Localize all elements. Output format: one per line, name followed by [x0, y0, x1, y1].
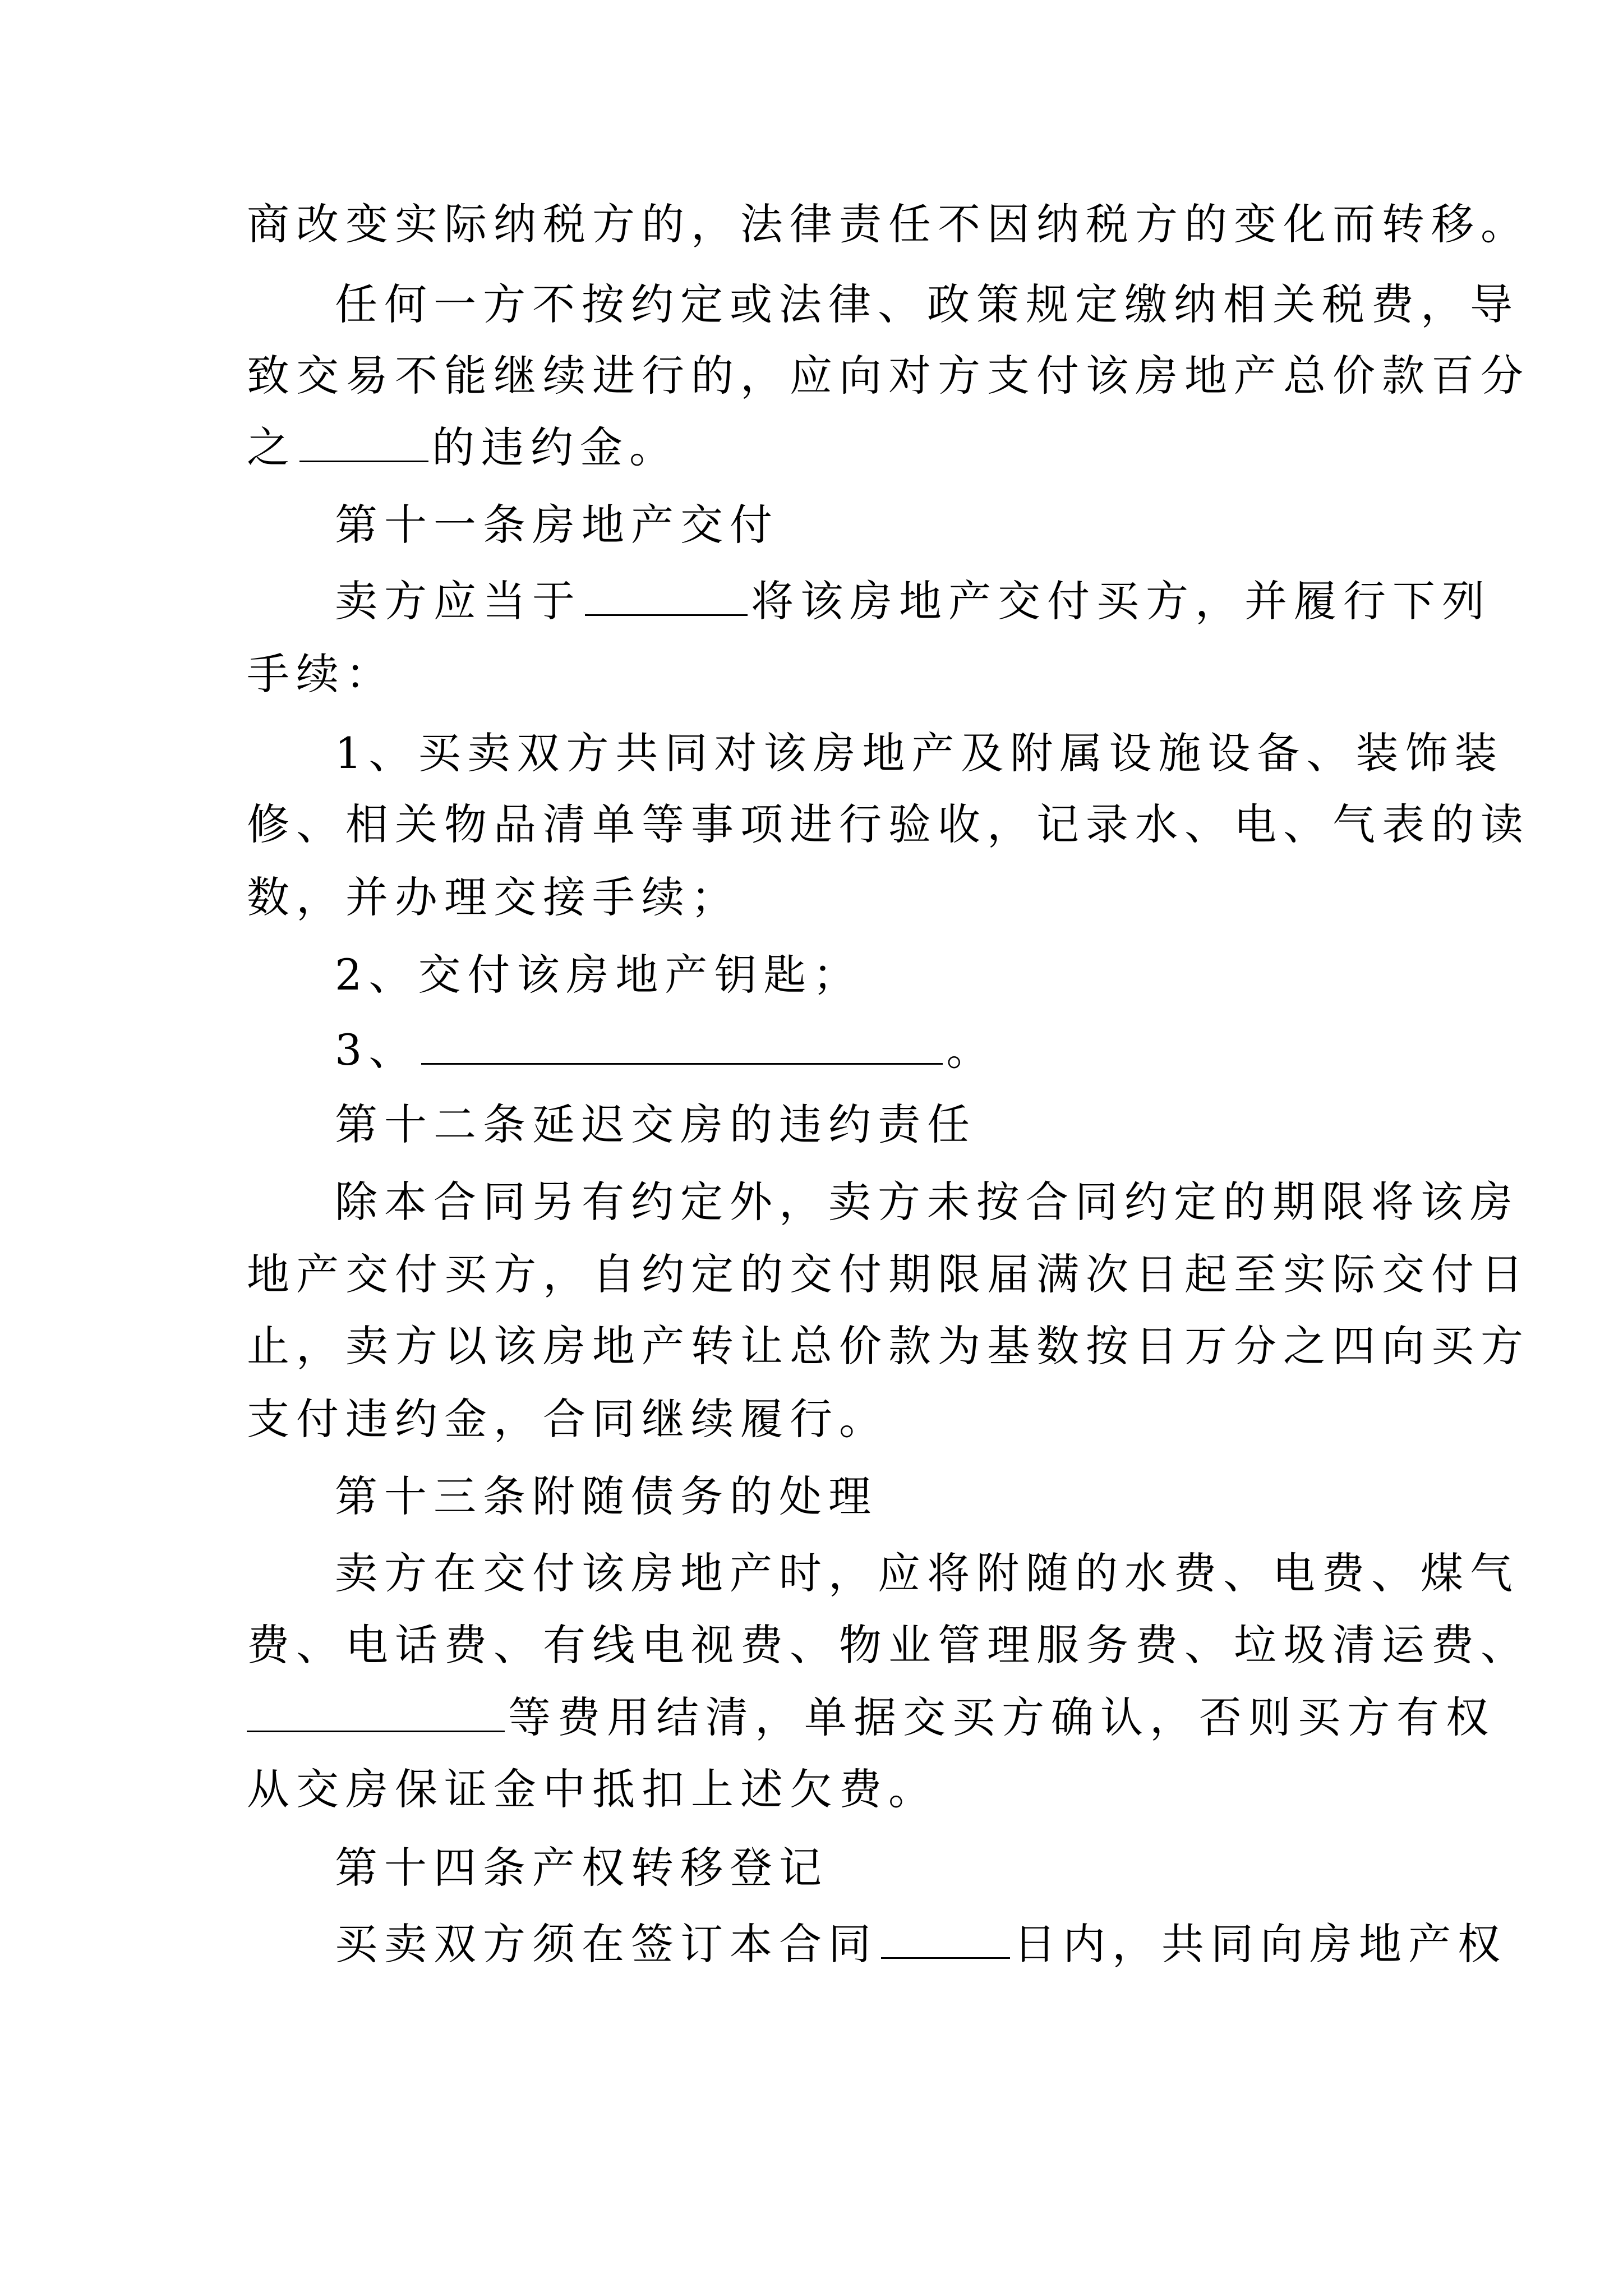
heading-text: 第十三条附随债务的处理	[335, 1471, 878, 1521]
text-run: 卖方应当于	[335, 576, 582, 626]
text-run: 1、买卖双方共同对该房地产及附属设施设备、装饰装	[335, 728, 1504, 778]
text-run: 地产交付买方，自约定的交付期限届满次日起至实际交付日	[247, 1249, 1530, 1299]
text-run: 致交易不能继续进行的，应向对方支付该房地产总价款百分	[247, 351, 1530, 401]
fill-in-blank	[585, 581, 748, 616]
text-run: 之	[247, 422, 296, 472]
text-run: 日内，共同向房地产权	[1013, 1919, 1507, 1969]
paragraph-line	[247, 1761, 1402, 1818]
text-run: 买卖双方须在签订本合同	[335, 1919, 878, 1969]
text-run: 支付违约金，合同继续履行。	[247, 1394, 888, 1444]
section-heading	[335, 1840, 1402, 1896]
paragraph-line	[247, 420, 1402, 476]
paragraph-line	[335, 1916, 1507, 1972]
text-run: 将该房地产交付买方，并履行下列	[751, 576, 1491, 626]
text-run: 止，卖方以该房地产转让总价款为基数按日万分之四向买方	[247, 1321, 1530, 1371]
text-run: 修、相关物品清单等事项进行验收，记录水、电、气表的读	[247, 799, 1530, 849]
text-run: 2、交付该房地产钥匙；	[335, 950, 863, 1000]
paragraph-line	[247, 196, 1530, 252]
text-run: 。	[946, 1025, 996, 1075]
text-run: 卖方在交付该房地产时，应将附随的水费、电费、煤气	[335, 1548, 1519, 1598]
fill-in-blank	[881, 1924, 1010, 1959]
text-run: 费、电话费、有线电视费、物业管理服务费、垃圾清运费、	[247, 1620, 1530, 1670]
paragraph-line	[335, 277, 1519, 333]
paragraph-line	[335, 725, 1504, 781]
text-run: 商改变实际纳税方的，法律责任不因纳税方的变化而转移。	[247, 199, 1530, 249]
paragraph-line	[335, 1545, 1519, 1602]
text-run: 手续：	[247, 649, 395, 699]
paragraph-line	[335, 947, 1402, 1003]
fill-in-blank	[299, 427, 428, 462]
heading-text: 第十四条产权转移登记	[335, 1843, 828, 1893]
text-run: 除本合同另有约定外，卖方未按合同约定的期限将该房	[335, 1177, 1519, 1227]
section-heading	[335, 497, 1402, 553]
paragraph-line	[335, 1022, 1402, 1078]
paragraph-line	[335, 1174, 1519, 1230]
heading-text: 第十一条房地产交付	[335, 500, 779, 550]
paragraph-line	[247, 1617, 1530, 1673]
paragraph-line	[247, 1318, 1530, 1374]
text-run: 等费用结清，单据交买方确认，否则买方有权	[508, 1692, 1495, 1742]
section-heading	[335, 1469, 1402, 1525]
paragraph-line	[247, 348, 1530, 404]
paragraph-line	[247, 646, 1402, 702]
paragraph-line	[247, 1246, 1530, 1303]
paragraph-line	[247, 797, 1530, 853]
section-heading	[335, 1097, 1402, 1153]
text-run: 3、	[335, 1025, 418, 1075]
fill-in-blank	[421, 1029, 943, 1065]
paragraph-line	[247, 1391, 1402, 1447]
text-run: 任何一方不按约定或法律、政策规定缴纳相关税费，导	[335, 279, 1519, 329]
paragraph-line	[247, 869, 1402, 926]
paragraph-line	[335, 573, 1491, 629]
text-run: 数，并办理交接手续；	[247, 872, 740, 922]
text-run: 的违约金。	[432, 422, 679, 472]
paragraph-line	[247, 1690, 1495, 1746]
heading-text: 第十二条延迟交房的违约责任	[335, 1099, 976, 1149]
text-run: 从交房保证金中抵扣上述欠费。	[247, 1764, 938, 1814]
fill-in-blank	[247, 1697, 505, 1732]
